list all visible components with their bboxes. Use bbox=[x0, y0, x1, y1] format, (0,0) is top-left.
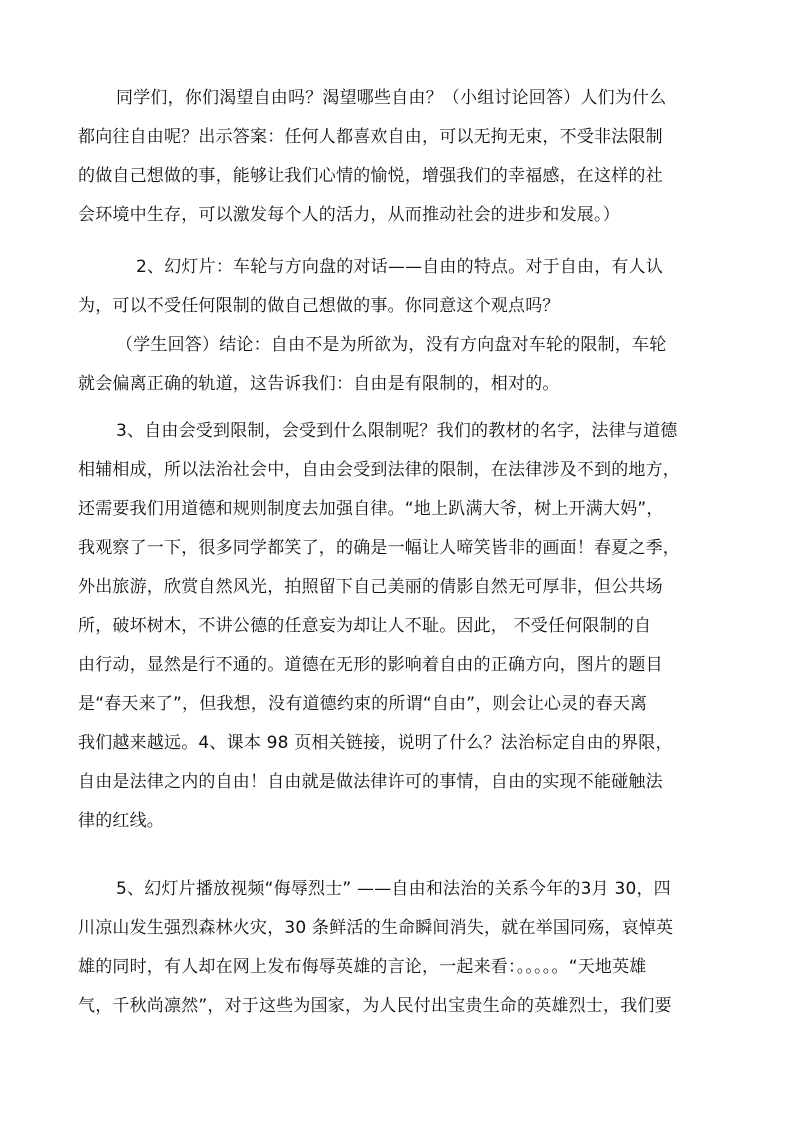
paragraph-3-line-2: 就会偏离正确的轨道，这告诉我们：自由是有限制的，相对的。 bbox=[78, 374, 560, 394]
paragraph-4-line-9: 我们越来越远。4、课本 98 页相关链接，说明了什么？法治标定自由的界限， bbox=[78, 733, 673, 753]
paragraph-4-line-3: 还需要我们用道德和规则制度去加强自律。“地上趴满大爷，树上开满大妈”， bbox=[78, 499, 664, 519]
paragraph-4-line-7: 由行动，显然是行不通的。道德在无形的影响着自由的正确方向，图片的题目 bbox=[78, 655, 663, 675]
paragraph-4-line-2: 相辅相成，所以法治社会中，自由会受到法律的限制，在法律涉及不到的地方， bbox=[78, 460, 680, 480]
paragraph-4-line-5: 外出旅游，欣赏自然风光，拍照留下自己美丽的倩影自然无可厚非，但公共场 bbox=[78, 577, 663, 597]
paragraph-4-line-1: 3、自由会受到限制，会受到什么限制呢？我们的教材的名字，法律与道德 bbox=[116, 421, 678, 441]
paragraph-1-line-4: 会环境中生存，可以激发每个人的活力，从而推动社会的进步和发展。） bbox=[78, 205, 620, 225]
paragraph-4-line-11: 律的红线。 bbox=[78, 811, 164, 831]
paragraph-2-line-1: 2、幻灯片：车轮与方向盘的对话——自由的特点。对于自由，有人认 bbox=[136, 257, 664, 277]
paragraph-4-line-10: 自由是法律之内的自由！自由就是做法律许可的事情，自由的实现不能碰触法 bbox=[78, 772, 663, 792]
paragraph-5-line-1: 5、幻灯片播放视频“侮辱烈士” ——自由和法治的关系今年的3月 30，四 bbox=[116, 879, 671, 899]
paragraph-1-line-2: 都向往自由呢？出示答案：任何人都喜欢自由，可以无拘无束，不受非法限制 bbox=[78, 127, 663, 147]
paragraph-1-line-3: 的做自己想做的事，能够让我们心情的愉悦，增强我们的幸福感，在这样的社 bbox=[78, 166, 663, 186]
paragraph-5-line-3: 雄的同时，有人却在网上发布侮辱英雄的言论，一起来看：。。。。。“天地英雄 bbox=[78, 957, 647, 977]
paragraph-2-line-2: 为，可以不受任何限制的做自己想做的事。你同意这个观点吗？ bbox=[78, 296, 560, 316]
paragraph-1-line-1: 同学们，你们渴望自由吗？渴望哪些自由？（小组讨论回答）人们为什么 bbox=[116, 88, 667, 108]
paragraph-5-line-4: 气，千秋尚凛然”，对于这些为国家，为人民付出宝贵生命的英雄烈士，我们要 bbox=[78, 996, 672, 1016]
paragraph-4-line-8: 是“春天来了”，但我想，没有道德约束的所谓“自由”，则会让心灵的春天离 bbox=[78, 694, 648, 714]
paragraph-4-line-4: 我观察了一下，很多同学都笑了，的确是一幅让人啼笑皆非的画面！春夏之季， bbox=[78, 538, 680, 558]
paragraph-5-line-2: 川凉山发生强烈森林火灾，30 条鲜活的生命瞬间消失，就在举国同殇，哀悼英 bbox=[78, 918, 674, 938]
paragraph-3-line-1: （学生回答）结论：自由不是为所欲为，没有方向盘对车轮的限制，车轮 bbox=[116, 335, 667, 355]
paragraph-4-line-6: 所，破坏树木，不讲公德的任意妄为却让人不耻。因此， 不受任何限制的自 bbox=[78, 616, 652, 636]
